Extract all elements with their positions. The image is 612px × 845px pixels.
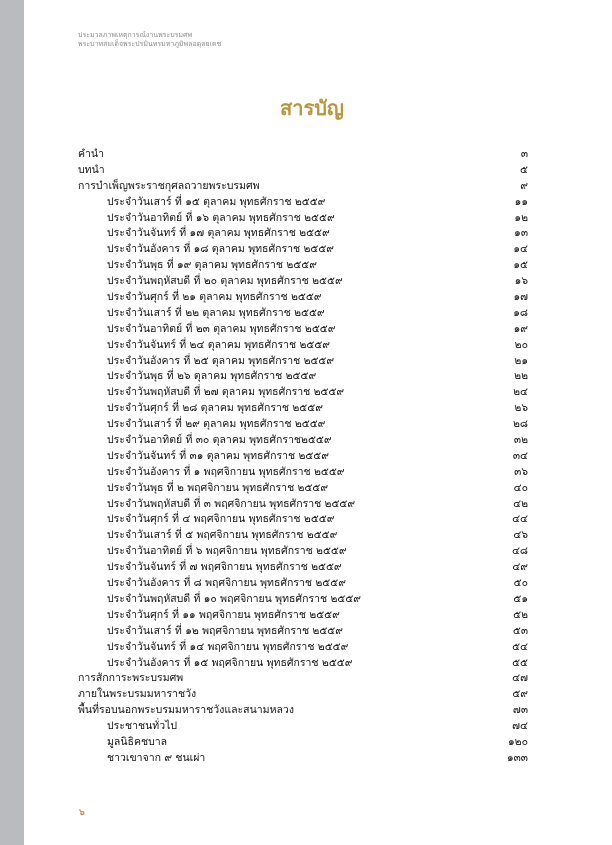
footer-page-number: ๖ bbox=[79, 808, 85, 818]
toc-entry-page: ๒๔ bbox=[513, 386, 528, 399]
toc-entry-page: ๕๑ bbox=[513, 592, 528, 605]
toc-subentry[interactable] bbox=[78, 242, 528, 258]
toc-entry-page: ๔๖ bbox=[513, 529, 528, 542]
toc-entry-label: ประจำวันเสาร์ ที่ ๑๕ ตุลาคม พุทธศักราช ๒๕๕๙ bbox=[107, 195, 326, 208]
toc-entry-page: ๑๖ bbox=[514, 275, 528, 288]
toc-entry-label: ประจำวันอังคาร ที่ ๑๕ พฤศจิกายน พุทธศักราช ๒๕๕๙ bbox=[107, 656, 353, 669]
toc-subentry[interactable] bbox=[78, 290, 528, 306]
toc-entry-page: ๕๕ bbox=[512, 656, 528, 669]
toc-entry-page: ๔๘ bbox=[511, 545, 528, 558]
toc-entry-page: ๔๔ bbox=[512, 513, 528, 526]
toc-entry-label: ประจำวันจันทร์ ที่ ๓๑ ตุลาคม พุทธศักราช ๒๕๕๙ bbox=[107, 449, 329, 462]
page-title: สารบัญ bbox=[280, 96, 344, 120]
toc-subentry[interactable] bbox=[78, 512, 528, 528]
toc-subentry[interactable] bbox=[78, 544, 528, 560]
toc-entry-label: ประจำวันเสาร์ ที่ ๒๒ ตุลาคม พุทธศักราช ๒๕๕๙ bbox=[107, 306, 325, 319]
toc-entry-page: ๕๓ bbox=[512, 624, 528, 637]
toc-entry-page: ๓๒ bbox=[513, 434, 528, 447]
toc-subentry[interactable] bbox=[78, 433, 528, 449]
toc-entry-label: ประจำวันเสาร์ ที่ ๑๒ พฤศจิกายน พุทธศักราช ๒๕๕๙ bbox=[107, 624, 343, 637]
toc-entry-label: ประจำวันเสาร์ ที่ ๒๙ ตุลาคม พุทธศักราช ๒๕๕๙ bbox=[107, 418, 326, 431]
toc-entry-page: ๔๙ bbox=[512, 561, 528, 574]
toc-subentry[interactable] bbox=[78, 608, 528, 624]
toc-entry-label: ประจำวันอาทิตย์ ที่ ๓๐ ตุลาคม พุทธศักราช๒๕๕๙ bbox=[107, 434, 332, 447]
toc-entry-page: ๗๓ bbox=[512, 704, 528, 717]
toc-entry-page: ๕ bbox=[520, 163, 528, 176]
toc-entry-label: ประจำวันพุธ ที่ ๒๖ ตุลาคม พุทธศักราช ๒๕๕๙ bbox=[107, 370, 317, 383]
toc-entry-page: ๒๑ bbox=[514, 354, 528, 367]
toc-entry-label: ประจำวันจันทร์ ที่ ๒๔ ตุลาคม พุทธศักราช ๒๕๕๙ bbox=[107, 338, 330, 351]
toc-subentry[interactable] bbox=[78, 274, 528, 290]
toc-entry[interactable] bbox=[78, 147, 528, 163]
toc-subentry[interactable] bbox=[78, 258, 528, 274]
toc-subentry[interactable] bbox=[78, 195, 528, 211]
toc-entry-label: ประจำวันอังคาร ที่ ๘ พฤศจิกายน พุทธศักราช ๒๕๕๙ bbox=[107, 577, 346, 590]
toc-entry-page: ๗๔ bbox=[512, 720, 528, 733]
toc-subentry[interactable] bbox=[78, 560, 528, 576]
toc-subentry[interactable] bbox=[78, 656, 528, 672]
toc-entry-page: ๑๕ bbox=[513, 259, 528, 272]
toc-entry-page: ๙ bbox=[520, 179, 528, 192]
toc-entry[interactable] bbox=[78, 179, 528, 195]
toc-subentry[interactable] bbox=[78, 465, 528, 481]
toc-entry-page: ๑๓๓ bbox=[506, 751, 528, 764]
toc-subentry[interactable] bbox=[78, 306, 528, 322]
toc-entry-label: ประจำวันพฤหัสบดี ที่ ๑๐ พฤศจิกายน พุทธศักราช ๒๕๕๙ bbox=[107, 592, 361, 605]
toc-subentry[interactable] bbox=[78, 719, 528, 735]
toc-entry-label: ประจำวันพฤหัสบดี ที่ ๓ พฤศจิกายน พุทธศักราช ๒๕๕๙ bbox=[107, 497, 356, 510]
toc-subentry[interactable] bbox=[78, 449, 528, 465]
toc-entry-page: ๒๐ bbox=[514, 338, 528, 351]
toc-entry-page: ๑๑ bbox=[514, 195, 528, 208]
toc-entry-page: ๑๒ bbox=[514, 211, 528, 224]
toc-entry-label: ประจำวันศุกร์ ที่ ๑๑ พฤศจิกายน พุทธศักราช ๒๕๕๙ bbox=[107, 608, 340, 621]
toc-subentry[interactable] bbox=[78, 640, 528, 656]
toc-entry-page: ๑๙ bbox=[513, 322, 528, 335]
toc-entry-label: คำนำ bbox=[78, 148, 104, 160]
toc-entry-label: ประจำวันพฤหัสบดี ที่ ๒๗ ตุลาคม พุทธศักราช ๒๕๕๙ bbox=[107, 386, 345, 399]
toc-subentry[interactable] bbox=[78, 497, 528, 513]
toc-entry-label: บทนำ bbox=[78, 163, 105, 176]
toc-subentry[interactable] bbox=[78, 576, 528, 592]
toc-entry-label: ประจำวันศุกร์ ที่ ๒๑ ตุลาคม พุทธศักราช ๒๕๕๙ bbox=[107, 291, 322, 304]
table-of-contents bbox=[78, 147, 528, 767]
toc-entry-label: ประจำวันอาทิตย์ ที่ ๖ พฤศจิกายน พุทธศักราช ๒๕๕๙ bbox=[107, 545, 347, 558]
toc-subentry[interactable] bbox=[78, 385, 528, 401]
toc-entry-page: ๑๘ bbox=[513, 306, 528, 319]
toc-subentry[interactable] bbox=[78, 322, 528, 338]
toc-entry-page: ๑๓ bbox=[514, 227, 528, 240]
toc-entry-page: ๔๗ bbox=[512, 672, 528, 685]
toc-subentry[interactable] bbox=[78, 211, 528, 227]
toc-entry-page: ๒๒ bbox=[514, 370, 528, 383]
toc-entry-label: ประจำวันศุกร์ ที่ ๔ พฤศจิกายน พุทธศักราช ๒๕๕๙ bbox=[107, 513, 335, 526]
toc-subentry[interactable] bbox=[78, 735, 528, 751]
toc-entry-label: ประจำวันจันทร์ ที่ ๗ พฤศจิกายน พุทธศักราช ๒๕๕๙ bbox=[107, 561, 342, 574]
toc-entry-label: ประจำวันอังคาร ที่ ๑ พฤศจิกายน พุทธศักราช ๒๕๕๙ bbox=[107, 465, 345, 478]
toc-entry-page: ๕๐ bbox=[513, 577, 528, 590]
toc-subentry[interactable] bbox=[78, 624, 528, 640]
running-header-line-1: ประมวลภาพเหตุการณ์งานพระบรมศพ bbox=[78, 31, 193, 39]
toc-entry-label: ประจำวันศุกร์ ที่ ๒๘ ตุลาคม พุทธศักราช ๒๕๕๙ bbox=[107, 402, 323, 415]
toc-entry[interactable] bbox=[78, 671, 528, 687]
toc-entry[interactable] bbox=[78, 163, 528, 179]
toc-subentry[interactable] bbox=[78, 226, 528, 242]
toc-entry-page: ๔๐ bbox=[513, 481, 528, 494]
toc-entry-page: ๕๙ bbox=[512, 688, 528, 701]
toc-entry-label: ประจำวันจันทร์ ที่ ๑๗ ตุลาคม พุทธศักราช ๒๕๕๙ bbox=[107, 227, 330, 240]
toc-entry-page: ๑๗ bbox=[513, 291, 528, 304]
toc-subentry[interactable] bbox=[78, 401, 528, 417]
toc-entry-label: ประจำวันอาทิตย์ ที่ ๒๓ ตุลาคม พุทธศักราช ๒๕๕๙ bbox=[107, 322, 336, 335]
toc-entry-label: ประจำวันพุธ ที่ ๑๙ ตุลาคม พุทธศักราช ๒๕๕๙ bbox=[107, 259, 317, 272]
toc-subentry[interactable] bbox=[78, 369, 528, 385]
toc-subentry[interactable] bbox=[78, 417, 528, 433]
toc-entry[interactable] bbox=[78, 703, 528, 719]
toc-entry-label: ประจำวันอังคาร ที่ ๑๘ ตุลาคม พุทธศักราช ๒๕๕๙ bbox=[107, 243, 334, 256]
toc-entry-label: ภายในพระบรมมหาราชวัง bbox=[78, 688, 197, 701]
toc-subentry[interactable] bbox=[78, 338, 528, 354]
toc-entry-page: ๕๔ bbox=[512, 640, 528, 653]
toc-entry-label: ประจำวันอาทิตย์ ที่ ๑๖ ตุลาคม พุทธศักราช ๒๕๕๙ bbox=[107, 211, 335, 224]
toc-subentry[interactable] bbox=[78, 751, 528, 767]
toc-subentry[interactable] bbox=[78, 354, 528, 370]
toc-entry-page: ๒๖ bbox=[514, 402, 528, 415]
toc-entry-page: ๔๒ bbox=[513, 497, 528, 510]
toc-entry-label: ประจำวันพุธ ที่ ๒ พฤศจิกายน พุทธศักราช ๒๕๕๙ bbox=[107, 481, 329, 494]
toc-entry-label: มูลนิธิคชบาล bbox=[107, 735, 168, 748]
toc-entry-label: การบำเพ็ญพระราชกุศลถวายพระบรมศพ bbox=[78, 179, 260, 192]
toc-subentry[interactable] bbox=[78, 592, 528, 608]
side-bar bbox=[0, 0, 24, 845]
toc-entry-page: ๓๖ bbox=[514, 465, 528, 478]
toc-entry-label: ประชาชนทั่วไป bbox=[107, 720, 178, 733]
toc-entry-label: ประจำวันจันทร์ ที่ ๑๔ พฤศจิกายน พุทธศักราช ๒๕๕๙ bbox=[107, 640, 349, 653]
running-header bbox=[78, 31, 221, 49]
toc-entry-page: ๑๒๐ bbox=[508, 735, 528, 748]
toc-entry-label: ประจำวันอังคาร ที่ ๒๕ ตุลาคม พุทธศักราช ๒๕๕๙ bbox=[107, 354, 335, 367]
toc-entry-label: ประจำวันพฤหัสบดี ที่ ๒๐ ตุลาคม พุทธศักราช ๒๕๕๙ bbox=[107, 275, 343, 288]
toc-entry[interactable] bbox=[78, 687, 528, 703]
toc-subentry[interactable] bbox=[78, 528, 528, 544]
toc-entry-label: ประจำวันเสาร์ ที่ ๕ พฤศจิกายน พุทธศักราช ๒๕๕๙ bbox=[107, 529, 338, 542]
toc-entry-page: ๕๒ bbox=[513, 608, 528, 621]
toc-entry-label: การสักการะพระบรมศพ bbox=[78, 672, 184, 685]
toc-entry-page: ๓ bbox=[520, 148, 528, 160]
toc-entry-label: พื้นที่รอบนอกพระบรมมหาราชวังและสนามหลวง bbox=[78, 704, 294, 717]
toc-subentry[interactable] bbox=[78, 481, 528, 497]
toc-entry-page: ๓๔ bbox=[512, 449, 528, 462]
toc-entry-page: ๒๘ bbox=[512, 418, 528, 431]
toc-entry-page: ๑๔ bbox=[513, 243, 528, 256]
running-header-line-2: พระบาทสมเด็จพระปรมินทรมหาภูมิพลอดุลยเดช bbox=[78, 40, 222, 48]
toc-entry-label: ชาวเขาจาก ๙ ชนเผ่า bbox=[107, 751, 206, 764]
